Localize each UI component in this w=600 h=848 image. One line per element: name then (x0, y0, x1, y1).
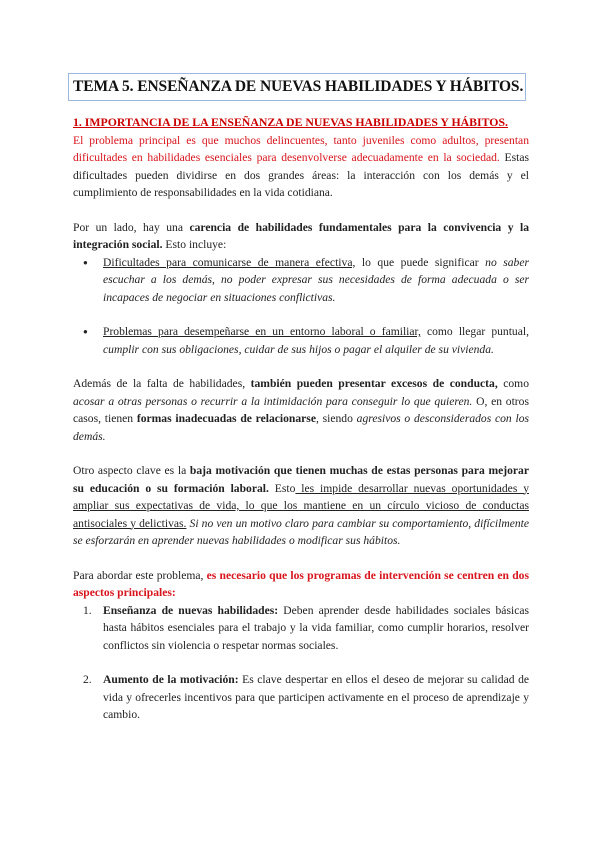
text-bold: baja motivación que tienen muchas de estas personas para mejorar su educación o su formación laboral. (73, 464, 529, 495)
item-text: Deben aprender desde habilidades sociales básicas hasta hábitos esenciales para el trabajo y la vida familiar, como cumplir horarios, resolver conflictos sin violencia o respetar normas sociales. (103, 603, 529, 652)
skills-bold: carencia de habilidades fundamentales para la convivencia y la integración social. (73, 220, 530, 251)
list-item (73, 323, 529, 358)
list-number: 1. (83, 603, 92, 617)
text-run: , siendo (315, 412, 357, 425)
document-title: TEMA 5. ENSEÑANZA DE NUEVAS HABILIDADES Y HÁBITOS. (73, 78, 524, 95)
text-bold: también pueden presentar excesos de conducta, (250, 377, 498, 390)
bullet-italic: no saber escuchar a los demás, no poder expresar sus necesidades de forma adecuada o ser incapaces de negociar en situaciones conflictivas. (103, 255, 530, 304)
title-box (68, 73, 526, 101)
list-item (73, 602, 529, 655)
excess-paragraph (73, 375, 529, 445)
skills-post: Esto incluye: (162, 238, 227, 251)
bullet-plain: lo que puede significar (355, 255, 486, 269)
motivation-paragraph (73, 462, 529, 550)
text-bold: formas inadecuadas de relacionarse (136, 412, 316, 425)
bullet-underlined: Problemas para desempeñarse en un entorno laboral o familiar, (103, 325, 421, 338)
section-heading: 1. IMPORTANCIA DE LA ENSEÑANZA DE NUEVAS HABILIDADES Y HÁBITOS. (73, 115, 508, 129)
document-body (73, 114, 529, 724)
text-run: Otro aspecto clave es la (73, 464, 190, 477)
bullet-italic: cumplir con sus obligaciones, cuidar de sus hijos o pagar el alquiler de su vivienda. (103, 342, 494, 356)
skills-pre: Por un lado, hay una (73, 220, 190, 234)
text-italic: acosar a otras personas o recurrir a la intimidación para conseguir lo que quieren. (73, 394, 473, 408)
list-item (73, 254, 529, 307)
intro-rest: Estas dificultades pueden dividirse en dos grandes áreas: la interacción con los demás y el cumplimiento de responsabilidades en la vida cotidiana. (73, 151, 530, 199)
list-number: 2. (83, 673, 92, 686)
text-italic: Si no ven un motivo claro para cambiar su comportamiento, difícilmente se esforzarán en aprender nuevas habilidades o modificar sus hábitos. (73, 516, 530, 547)
bullet-underlined: Dificultades para comunicarse de manera efectiva, (103, 255, 356, 269)
list-item (73, 671, 529, 724)
item-bold: Enseñanza de nuevas habilidades: (103, 603, 279, 617)
text-run: Además de la falta de habilidades, (73, 377, 251, 390)
item-bold: Aumento de la motivación: (103, 673, 239, 686)
approach-paragraph (73, 567, 529, 602)
text-run: Esto (268, 481, 296, 495)
difficulties-list (73, 254, 529, 359)
text-run: Para abordar este problema, (73, 568, 207, 582)
text-underlined: les impide desarrollar nuevas oportunidades y ampliar sus expectativas de vida, lo que los mantiene en un círculo vicioso de conductas antisociales y delictivas. (73, 481, 530, 530)
text-run: como (497, 377, 529, 390)
bullet-plain: como llegar puntual, (420, 325, 529, 338)
item-text: Es clave despertar en ellos el deseo de mejorar su calidad de vida y ofrecerles incentivos para que participen activamente en el proceso de aprendizaje y cambio. (103, 673, 530, 721)
text-red-bold: es necesario que los programas de intervención se centren en dos aspectos principales: (73, 568, 529, 599)
text-italic: agresivos o desconsiderados con los demás. (73, 412, 530, 443)
intro-highlight: El problema principal es que muchos delincuentes, tanto juveniles como adultos, presentan dificultades en habilidades esenciales para desenvolverse adecuadamente en la sociedad. (73, 133, 529, 164)
aspects-list (73, 602, 529, 724)
text-run: O, en otros casos, tienen (73, 394, 529, 425)
intro-paragraph (73, 132, 529, 202)
skills-paragraph (73, 219, 529, 254)
